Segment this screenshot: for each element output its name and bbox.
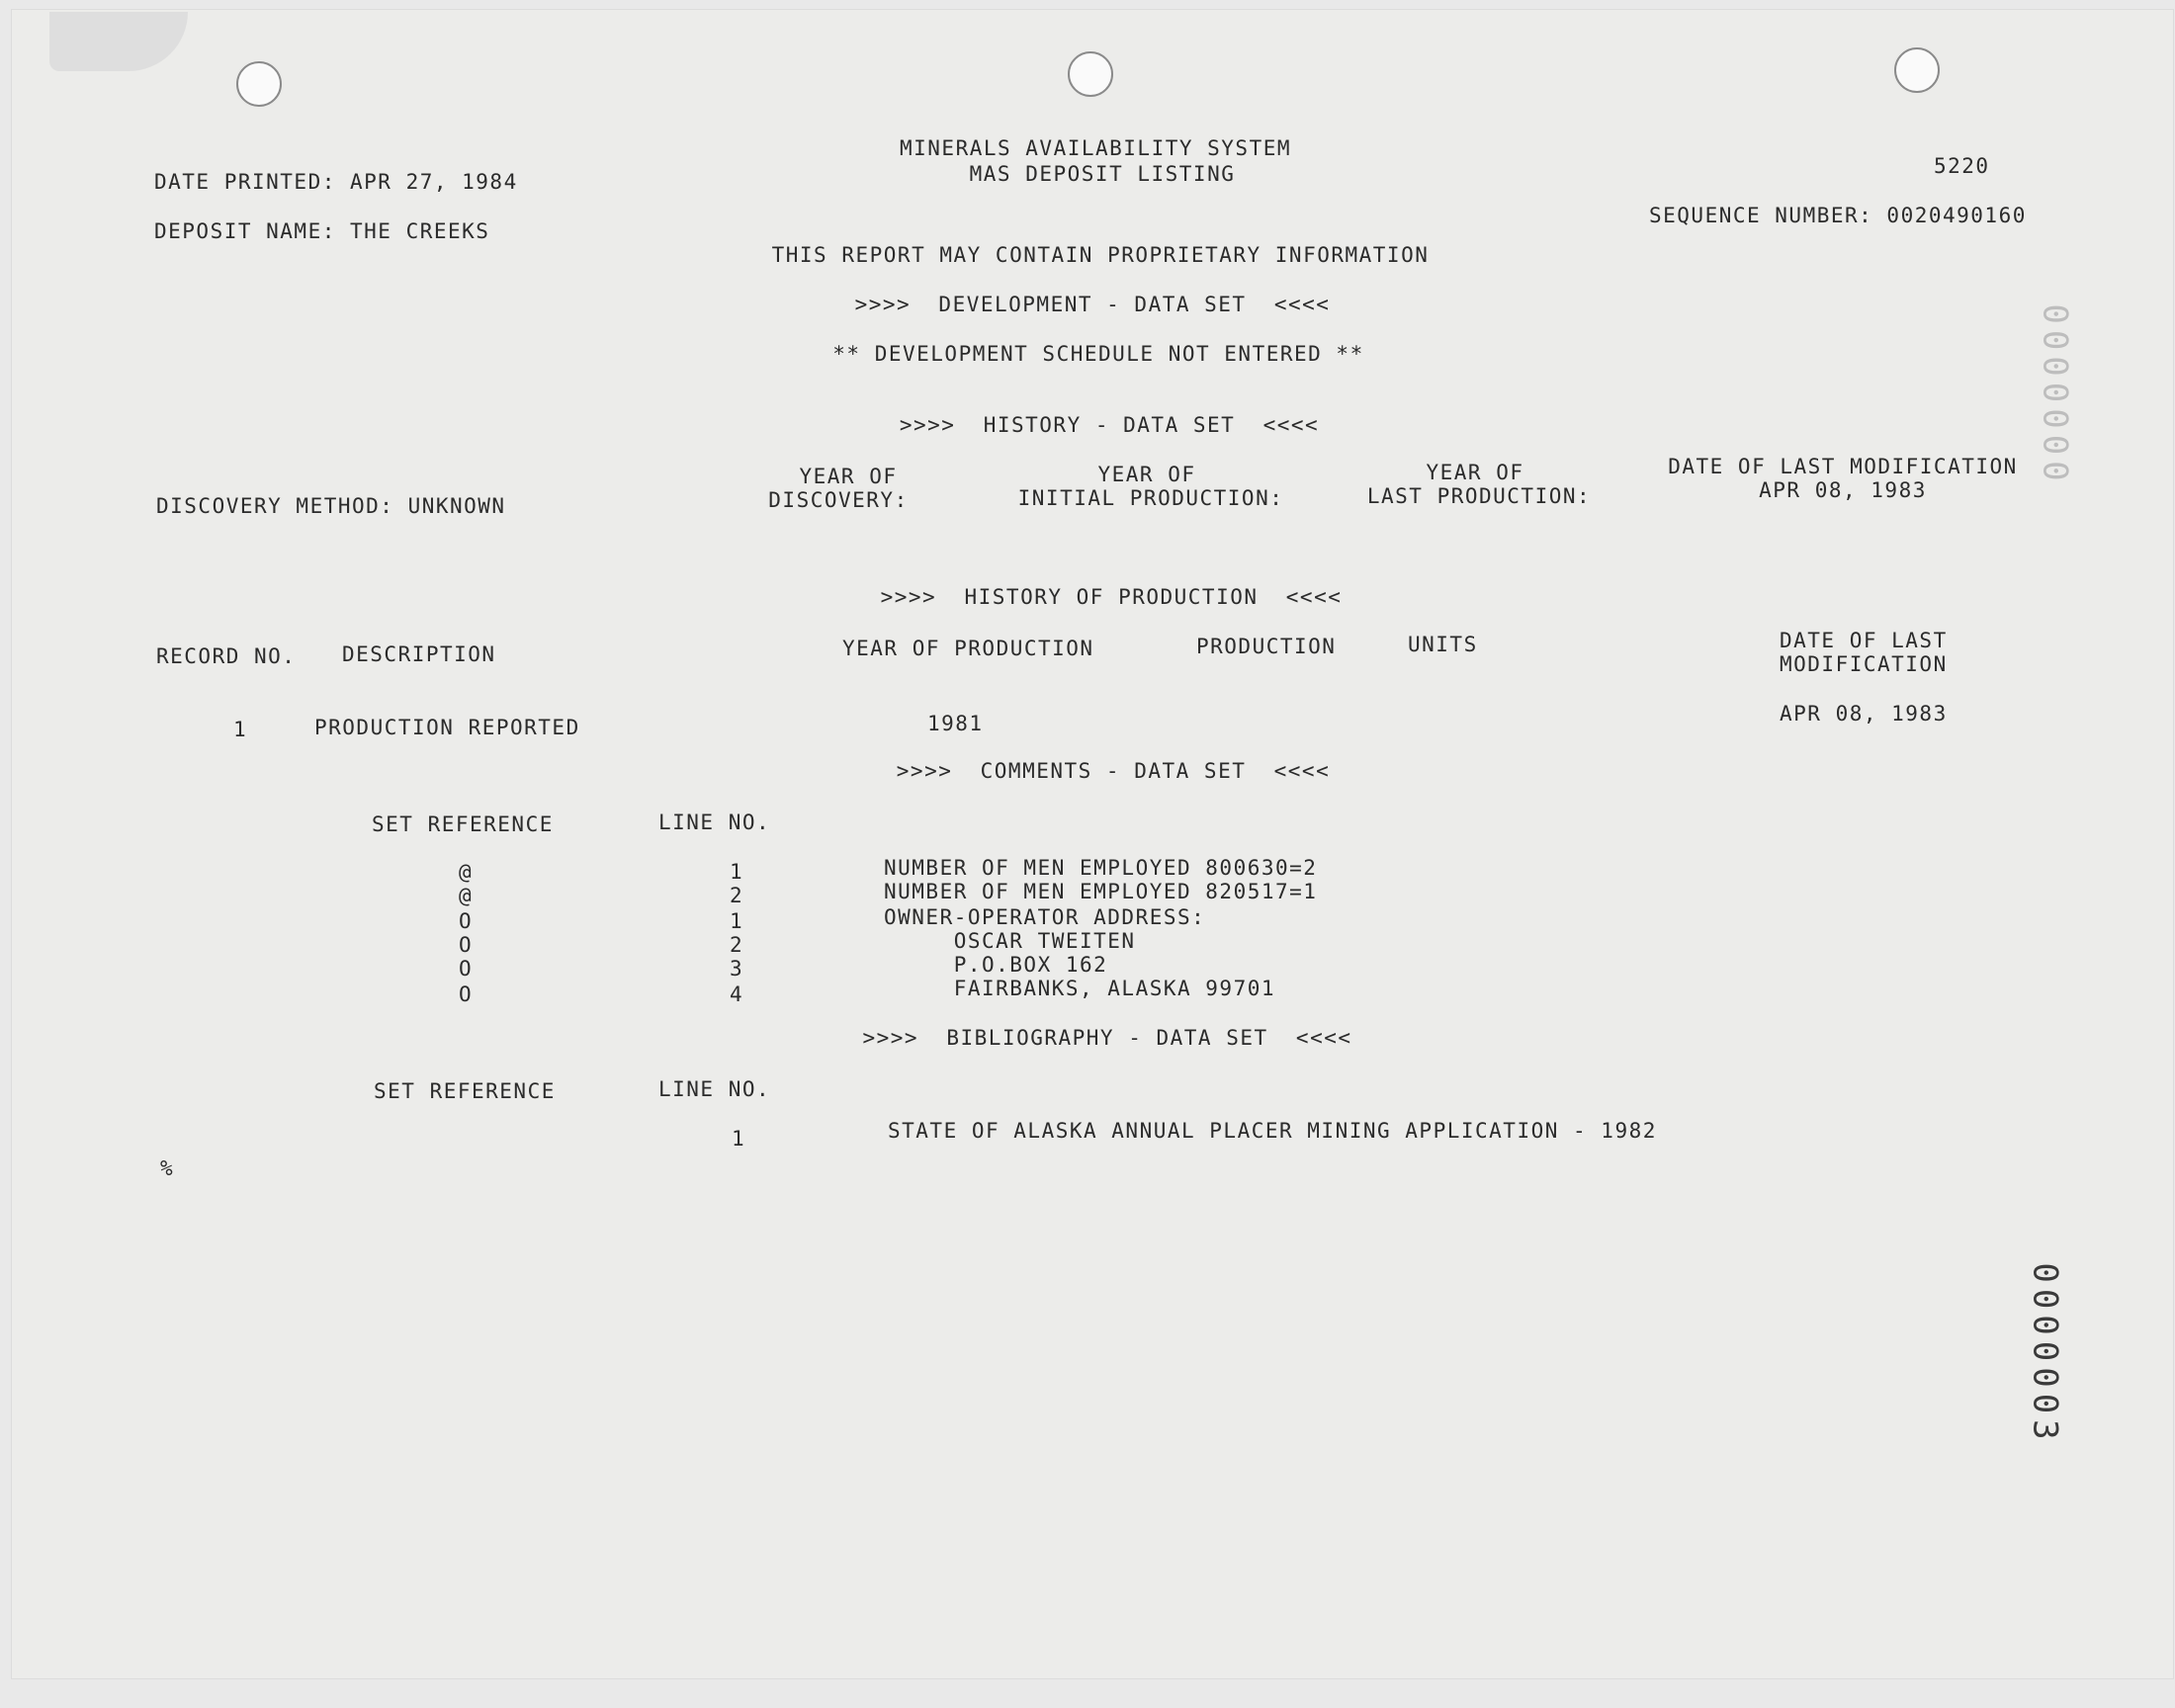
col-year-of-production: YEAR OF PRODUCTION [842, 637, 1094, 660]
sequence-number: SEQUENCE NUMBER: 0020490160 [1649, 204, 2027, 227]
comment-ref: O [459, 982, 474, 1006]
comment-line: 3 [730, 957, 744, 981]
row-year: 1981 [927, 712, 984, 735]
production-heading: >>>> HISTORY OF PRODUCTION <<<< [880, 585, 1343, 609]
system-title: MINERALS AVAILABILITY SYSTEM [899, 136, 1292, 160]
bibliography-heading: >>>> BIBLIOGRAPHY - DATA SET <<<< [862, 1026, 1352, 1050]
comment-line: 1 [730, 860, 744, 884]
col-last-mod-2: MODIFICATION [1780, 652, 1948, 676]
comment-line: 2 [730, 884, 744, 907]
bibliography-col-line-no: LINE NO. [658, 1077, 771, 1101]
year-of-discovery-label-2: DISCOVERY: [768, 488, 909, 512]
development-note: ** DEVELOPMENT SCHEDULE NOT ENTERED ** [832, 342, 1364, 366]
comment-line: 4 [730, 982, 744, 1006]
comment-text: FAIRBANKS, ALASKA 99701 [884, 977, 1276, 1000]
comment-line: 2 [730, 933, 744, 957]
row-last-mod: APR 08, 1983 [1780, 702, 1948, 726]
comment-ref: O [459, 957, 474, 981]
year-initial-label-2: INITIAL PRODUCTION: [1017, 486, 1284, 510]
history-heading: >>>> HISTORY - DATA SET <<<< [899, 413, 1320, 437]
punch-hole-right [1894, 47, 1940, 93]
col-units: UNITS [1408, 633, 1478, 656]
comment-text: OSCAR TWEITEN [884, 929, 1136, 953]
margin-stamp: 0000003 [2025, 1262, 2065, 1446]
year-last-label-1: YEAR OF [1426, 461, 1524, 484]
comments-col-line-no: LINE NO. [658, 811, 771, 834]
year-of-discovery-label-1: YEAR OF [799, 465, 898, 488]
comment-ref: @ [459, 884, 474, 907]
bibliography-col-set-reference: SET REFERENCE [374, 1079, 556, 1103]
row-description: PRODUCTION REPORTED [314, 716, 580, 739]
comments-heading: >>>> COMMENTS - DATA SET <<<< [896, 759, 1331, 783]
comments-col-set-reference: SET REFERENCE [372, 812, 554, 836]
footer-mark: % [160, 1156, 175, 1180]
row-record-no: 1 [233, 718, 248, 741]
torn-corner [49, 12, 188, 71]
col-last-mod-1: DATE OF LAST [1780, 629, 1948, 652]
comment-ref: @ [459, 860, 474, 884]
comment-ref: O [459, 909, 474, 933]
comment-text: P.O.BOX 162 [884, 953, 1108, 977]
page-code: 5220 [1934, 154, 1990, 178]
comment-text: OWNER-OPERATOR ADDRESS: [884, 905, 1206, 929]
col-record-no: RECORD NO. [156, 644, 297, 668]
comment-line: 1 [730, 909, 744, 933]
proprietary-notice: THIS REPORT MAY CONTAIN PROPRIETARY INFORMATION [771, 243, 1430, 267]
document-page [12, 10, 2173, 1678]
bibliography-line: 1 [732, 1127, 746, 1151]
comment-text: NUMBER OF MEN EMPLOYED 820517=1 [884, 880, 1318, 903]
year-last-label-2: LAST PRODUCTION: [1366, 484, 1592, 508]
deposit-name: DEPOSIT NAME: THE CREEKS [154, 219, 490, 243]
margin-stamp-faint: 0000000 [2035, 303, 2075, 487]
history-last-mod-label: DATE OF LAST MODIFICATION [1668, 455, 2018, 478]
punch-hole-left [236, 61, 282, 107]
bibliography-text: STATE OF ALASKA ANNUAL PLACER MINING APPLICATION - 1982 [888, 1119, 1657, 1143]
development-heading: >>>> DEVELOPMENT - DATA SET <<<< [854, 293, 1331, 316]
year-initial-label-1: YEAR OF [1097, 463, 1196, 486]
col-description: DESCRIPTION [342, 642, 496, 666]
date-printed: DATE PRINTED: APR 27, 1984 [154, 170, 518, 194]
discovery-method: DISCOVERY METHOD: UNKNOWN [156, 494, 506, 518]
col-production: PRODUCTION [1196, 635, 1337, 658]
comment-ref: O [459, 933, 474, 957]
history-last-mod-value: APR 08, 1983 [1759, 478, 1927, 502]
punch-hole-center [1068, 51, 1113, 97]
listing-title: MAS DEPOSIT LISTING [969, 162, 1236, 186]
comment-text: NUMBER OF MEN EMPLOYED 800630=2 [884, 856, 1318, 880]
